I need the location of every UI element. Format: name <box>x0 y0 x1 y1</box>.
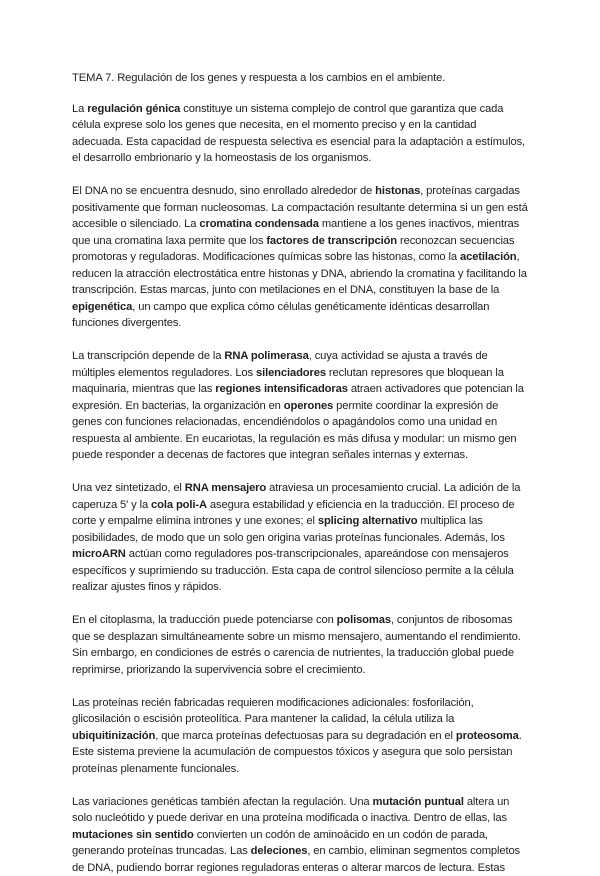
bold-term: polisomas <box>337 614 391 626</box>
paragraph-mutaciones: Las variaciones genéticas también afectan la regulación. Una mutación puntual altera un solo nucleótido y puede derivar en una proteína modificada o inactiva. Dentro de ellas, las mutaciones sin sentido convierten un codón de aminoácido en un codón de parada, generando proteínas truncadas. Las deleciones, en cambio, eliminan segmentos completos de DNA, pudiendo borrar regiones reguladoras enteras o alterar marcos de lectura. Estas <box>72 794 530 876</box>
bold-term: acetilación <box>460 251 517 263</box>
bold-term: splicing alternativo <box>318 515 418 527</box>
bold-term: deleciones <box>251 845 308 857</box>
bold-term: operones <box>284 400 333 412</box>
paragraph-rna-mensajero: Una vez sintetizado, el RNA mensajero atraviesa un procesamiento crucial. La adición de la caperuza 5′ y la cola poli-A asegura estabilidad y eficiencia en la traducción. El proceso de corte y empalme elimina intrones y une exones; el splicing alternativo multiplica las posibilidades, de modo que un solo gen origina varias proteínas funcionales. Además, los microARN actúan como reguladores pos-transcripcionales, apareándose con mensajeros específicos y suprimiendo su traducción. Esta capa de control silencioso permite a la célula realizar ajustes finos y rápidos. <box>72 480 530 596</box>
bold-term: silenciadores <box>256 367 326 379</box>
bold-term: RNA polimerasa <box>224 350 308 362</box>
bold-term: epigenética <box>72 301 132 313</box>
bold-term: regulación génica <box>87 103 180 115</box>
bold-term: mutación puntual <box>373 796 464 808</box>
paragraph-transcripcion: La transcripción depende de la RNA polimerasa, cuya actividad se ajusta a través de múltiples elementos reguladores. Los silenciadores reclutan represores que bloquean la maquinaria, mientras que las regiones intensificadoras atraen activadores que potencian la expresión. En bacterias, la organización en operones permite coordinar la expresión de genes con funciones relacionadas, encendiéndolos o apagándolos como una unidad en respuesta al ambiente. En eucariotas, la regulación es más difusa y modular: un mismo gen puede responder a decenas de factores que integran señales internas y externas. <box>72 348 530 464</box>
paragraph-regulacion-genica: La regulación génica constituye un sistema complejo de control que garantiza que cada célula exprese solo los genes que necesita, en el momento preciso y en la cantidad adecuada. Esta capacidad de respuesta selectiva es esencial para la adaptación a estímulos, el desarrollo embrionario y la homeostasis de los organismos. <box>72 101 530 167</box>
paragraph-cromatina: El DNA no se encuentra desnudo, sino enrollado alrededor de histonas, proteínas cargadas positivamente que forman nucleosomas. La compactación resultante determina si un gen está accesible o silenciado. La cromatina condensada mantiene a los genes inactivos, mientras que una cromatina laxa permite que los factores de transcripción reconozcan secuencias promotoras y reguladoras. Modificaciones químicas sobre las histonas, como la acetilación, reducen la atracción electrostática entre histonas y DNA, abriendo la cromatina y facilitando la transcripción. Estas marcas, junto con metilaciones en el DNA, constituyen la base de la epigenética, un campo que explica cómo células genéticamente idénticas desarrollan funciones divergentes. <box>72 183 530 332</box>
bold-term: cola poli-A <box>151 499 207 511</box>
bold-term: histonas <box>375 185 420 197</box>
document-title: TEMA 7. Regulación de los genes y respuesta a los cambios en el ambiente. <box>72 70 530 87</box>
bold-term: mutaciones sin sentido <box>72 829 194 841</box>
paragraph-proteinas: Las proteínas recién fabricadas requieren modificaciones adicionales: fosforilación, glicosilación o escisión proteolítica. Para mantener la calidad, la célula utiliza la ubiquitinización, que marca proteínas defectuosas para su degradación en el proteosoma. Este sistema previene la acumulación de compuestos tóxicos y asegura que solo persistan proteínas plenamente funcionales. <box>72 695 530 778</box>
bold-term: regiones intensificadoras <box>215 383 348 395</box>
bold-term: RNA mensajero <box>185 482 266 494</box>
bold-term: microARN <box>72 548 126 560</box>
bold-term: cromatina condensada <box>199 218 318 230</box>
bold-term: ubiquitinización <box>72 730 155 742</box>
paragraph-citoplasma: En el citoplasma, la traducción puede potenciarse con polisomas, conjuntos de ribosomas que se desplazan simultáneamente sobre un mismo mensajero, aumentando el rendimiento. Sin embargo, en condiciones de estrés o carencia de nutrientes, la traducción global puede reprimirse, priorizando la supervivencia sobre el crecimiento. <box>72 612 530 678</box>
bold-term: factores de transcripción <box>266 235 397 247</box>
bold-term: proteosoma <box>456 730 519 742</box>
